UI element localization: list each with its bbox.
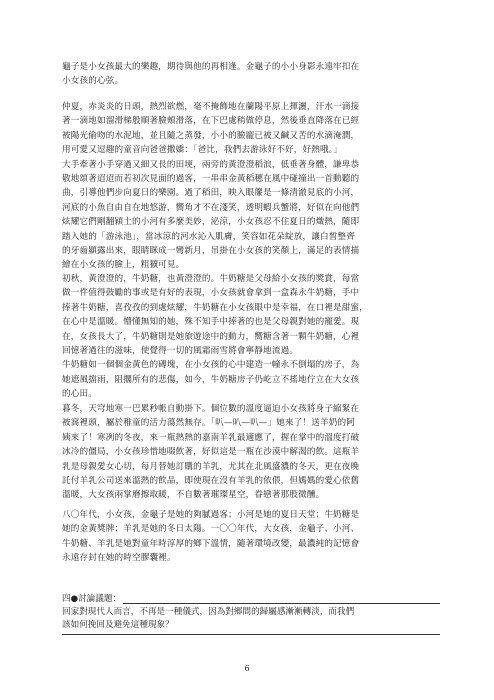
paragraph-beetle-ending: 龜子是小女孩最大的樂趣，期待與他的再相逢。金龜子的小小身影永遠牢扣在 小女孩的心弦。 <box>62 62 360 87</box>
page-number: 6 <box>244 664 250 673</box>
paragraph-eighties: 八〇年代，小女孩，金龜子是她的夠膩過客；小河是她的夏日天堂；牛奶糖是 她的金黃獎牌；羊乳是她的冬日太陽。一〇〇年代，大女孩，金龜子、小河、 牛奶糖、羊乳是她對童年時淳厚的鄉下溫情，隨著環境改變，最濃純的記憶會 永遠存封在她的時空膠囊裡。 <box>62 510 360 564</box>
paragraph-late-winter: 暮冬，天穹地寒一巴累秒帳自動掛下。個位數的溫度逼迫小女孩將身子縮緊在 被窩裡頭，屬於稚童的活力蕩然無存。「叭—叭—叭—」她來了！送羊奶的阿 姨來了！寒冽的冬夜，來一瓶熱熱的嘉南羊乳最適應了，握在掌中的溫度打破 冰冷的僵局，小女孩珍惜地啜飲著，好似這是一瓶在沙漠中解渴的飲。這瓶羊 乳是母親愛女心切，每月替她訂購的羊乳，尤其在北風盛濃的冬天，更在夜晚 託付羊乳公司送來溫熱的飲品，即使現在沒有羊乳的依偎，但媽媽的愛心依舊 溫暖，大女孩兩掌磨擦取暖，不自數著璀璨星空，眷戀著那股微醺。 <box>62 404 360 501</box>
discussion-title: 四●討論議題： <box>62 594 122 604</box>
paragraph-early-autumn: 初秋，黃澄澄的，牛奶糖，也黃澄澄的。牛奶糖是父母給小女孩的獎賞，每當 做一件值得鼓勵的事或是有好的表現，小女孩就會拿到一盒森永牛奶糖，手中 捧著牛奶糖，喜孜孜的到處炫耀，牛奶糖在小女孩眼中是幸福，在口裡是甜蜜， 在心中是溫暖。懵懂無知的她，殊不知手中捧著的也是父母親對她的寵愛。現 在，女孩長大了，牛奶糖則是她旅遊途中的動力，嚮糖含著一顆牛奶糖，心裡 回憶著過往的滋味，使覺得一切的風霜雨雪將會寧靜地流過。 牛奶糖如一個個金黃色的磚塊，在小女孩的心中建造一幢永不倒塌的房子，為 她遮風擋雨，阻擱所有的悲傷，如今，牛奶糖房子仍屹立不搖地佇立在大女孩 的心田。 <box>62 274 369 400</box>
paragraph-midsummer: 仲夏，赤炎炎的日頭，熱烈欲燃，毫不掩飾地在蘭陽平原上揮灑，汗水一滴接 著一滴地如溜滑梯般順著臉頰滑落，在下巴處稍做停息，然後垂直降落在已經 被陽光偷吻的水泥地，並且隨之蒸發，小小的臉龐已被又鹹又苦的水滴淹潤， 用可愛又逗趣的童音向爸爸撒嬌：「爸比，我們去游泳好不好，好熱哦。」 大手牽著小手穿過又細又長的田埂，兩旁的黃澄澄稻浪，低垂著身體，謙卑恭 敬地頌著迢迢而若初次見面的過客，一串串金黃稻穗在風中碰撞出一首動聽的 曲，引導他們步向夏日的樂園。過了稻田，映入眼簾是一條清澈見底的小河， 河底的小魚自由自在地悠游，嚮角才不在淺笑，透明蝦兵蟹將，好似在向他們 炫耀它們剛翻穎土的小河有多麼美妙，泌涼，小女孩忍不住夏日的熾熱，隨即 踏入她的「游泳池」，當冰涼的河水沁入肌膚，笑容如花朵綻放，讓白皙整齊 的牙齒顯露出來，眼睛眯成一彎新月，吊掛在小女孩的笑顏上，滿足的表情描 繪在小女孩的臉上，粗獷可見。 <box>62 102 360 271</box>
discussion-text: 回家對現代人而言，不再是一種儀式，因為對鄉間的歸屬感漸漸轉淡，而我們 該如何挽回及避免這種現象？ <box>62 607 355 630</box>
